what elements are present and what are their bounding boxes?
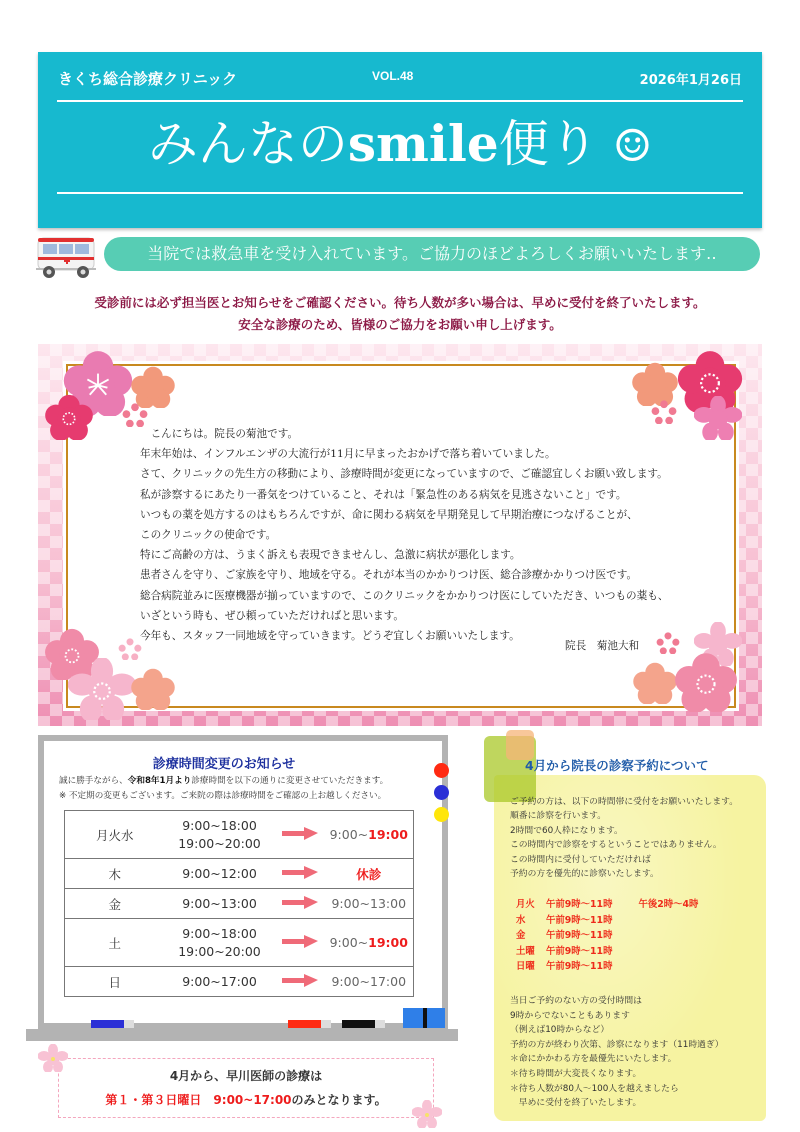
reservation-time-row — [516, 913, 698, 929]
eraser-band — [423, 1008, 427, 1028]
newsletter-title — [38, 108, 762, 183]
small-petals-icon — [118, 638, 142, 660]
new-hours: 9:00~ — [329, 935, 369, 950]
cherry-blossom-icon — [412, 1100, 442, 1128]
schedule-change-title: 診療時間変更のお知らせ — [152, 757, 296, 772]
reservation-line: 2時間で60人枠になります。 — [510, 825, 623, 836]
reservation-day: 土曜 — [516, 945, 535, 957]
old-hours-1: 9:00~17:00 — [182, 973, 257, 989]
volume-number: VOL.48 — [372, 69, 414, 83]
doctor-hayakawa-notice — [58, 1058, 434, 1118]
walkin-line: 9時からでないこともあります — [510, 1010, 630, 1021]
plum-blossom-icon — [674, 652, 738, 712]
walkin-line: ＊待ち時間が大変長くなります。 — [510, 1068, 642, 1079]
letter-line: 年末年始は、インフルエンザの大流行が11月に早まったおかげで落ち着いていました。 — [140, 448, 556, 461]
old-hours-cell — [165, 811, 275, 859]
title-suffix: 便り — [498, 115, 599, 173]
arrow-right-icon — [282, 827, 318, 839]
reservation-time-row — [516, 944, 698, 960]
title-smile: smile — [347, 114, 499, 173]
table-row — [65, 811, 414, 859]
reservation-pm: 午後2時～4時 — [638, 899, 699, 910]
marker-cap — [375, 1020, 385, 1028]
reservation-body — [510, 795, 738, 881]
old-hours-2: 19:00~20:00 — [178, 835, 261, 851]
old-hours-cell — [165, 919, 275, 967]
arrow-right-icon — [282, 935, 318, 947]
letter-line: 今年も、スタッフ一同地域を守っていきます。どうぞ宜しくお願いいたします。 — [140, 630, 520, 643]
walkin-line: 当日ご予約のない方の受付時間は — [510, 996, 642, 1006]
hayakawa-line-2 — [59, 1091, 433, 1108]
header-top-row — [58, 68, 742, 88]
old-hours-1: 9:00~18:00 — [182, 817, 257, 833]
small-petals-icon — [651, 400, 677, 424]
arrow-cell — [275, 967, 325, 997]
desc-effective-date: 令和8年1月より — [127, 776, 192, 786]
yellow-magnet-icon — [434, 807, 449, 822]
reservation-line: 順番に診察を行います。 — [510, 811, 607, 822]
walkin-line: 早めに受付を終了いたします。 — [510, 1098, 642, 1109]
issue-date: 2026年1月26日 — [639, 73, 742, 88]
old-hours-cell — [165, 889, 275, 919]
cherry-blossom-icon — [694, 396, 742, 440]
hayakawa-line-1: 4月から、早川医師の診療は — [169, 1069, 323, 1083]
reservation-title: 4月から院長の診察予約について — [525, 758, 709, 773]
letter-line: 総合病院並みに医療機器が揃っていますので、このクリニックをかかりつけ医にしていただき、いつもの薬も、 — [140, 589, 669, 602]
reservation-line: 予約の方を優先的に診察いたします。 — [510, 869, 659, 880]
table-row — [65, 859, 414, 889]
desc-note: ※ 不定期の変更もございます。ご来院の際は診療時間をご確認の上お越しください。 — [59, 791, 387, 801]
whiteboard-tray — [26, 1029, 458, 1041]
day-cell: 日 — [65, 967, 165, 997]
reservation-times — [516, 897, 698, 975]
closed-label: 休診 — [356, 866, 382, 882]
new-hours: 9:00~ — [329, 827, 369, 842]
letter-body — [140, 424, 668, 646]
ambulance-icon — [34, 236, 98, 280]
cherry-blossom-icon — [68, 658, 136, 720]
day-cell: 木 — [65, 859, 165, 889]
desc-suffix: 診療時間を以下の通りに変更させていただきます。 — [191, 776, 389, 786]
walkin-line: ＊命にかかわる方を最優先にいたします。 — [510, 1054, 677, 1065]
reservation-day: 日曜 — [516, 961, 535, 973]
letter-line: 特にご高齢の方は、うまく訴えも表現できませんし、急激に病状が悪化します。 — [140, 549, 521, 562]
new-hours-cell — [325, 859, 414, 889]
table-row — [65, 967, 414, 997]
schedule-change-description — [59, 774, 388, 804]
marker-cap — [321, 1020, 331, 1028]
reservation-time-row — [516, 897, 698, 913]
reservation-am: 午前9時～11時 — [546, 930, 613, 942]
new-hours-emphasis: 19:00 — [368, 827, 408, 842]
day-cell: 月火水 — [95, 827, 134, 843]
reservation-line: この時間内で診察をするということではありません。 — [510, 840, 722, 851]
red-magnet-icon — [434, 763, 449, 778]
arrow-cell — [275, 889, 325, 919]
old-hours-2: 19:00~20:00 — [178, 943, 261, 959]
walkin-line: （例えば10時からなど） — [510, 1025, 610, 1036]
reservation-am: 午前9時～11時 — [546, 914, 613, 926]
plum-blossom-icon — [130, 668, 176, 710]
day-cell: 土 — [65, 919, 165, 967]
plum-blossom-icon — [130, 366, 176, 408]
clinic-name: きくち総合診療クリニック — [58, 70, 238, 88]
table-row — [65, 889, 414, 919]
reservation-am: 午前9時～11時 — [546, 899, 613, 910]
title-prefix: みんなの — [147, 115, 348, 173]
walkin-info — [510, 994, 724, 1111]
letter-line: さて、クリニックの先生方の移動により、診療時間が変更になっていますので、ご確認宜しくお願い致します。 — [140, 468, 668, 481]
header-divider-top — [57, 100, 743, 102]
new-hours-cell: 9:00~13:00 — [325, 889, 414, 919]
arrow-cell — [275, 811, 325, 859]
desc-prefix: 誠に勝手ながら、 — [59, 776, 128, 786]
black-marker-icon — [342, 1020, 375, 1028]
plum-blossom-icon — [44, 394, 94, 440]
reservation-line: この時間内に受付していただければ — [510, 854, 651, 865]
letter-line: 私が診察するにあたり一番気をつけていること、それは「緊急性のある病気を見逃さないこと」です。 — [140, 488, 627, 501]
hayakawa-schedule: 第１・第３日曜日 9:00~17:00 — [105, 1093, 292, 1107]
reservation-line: ご予約の方は、以下の時間帯に受付をお願いいたします。 — [510, 797, 739, 807]
old-hours-1: 9:00~13:00 — [182, 895, 257, 911]
new-hours-cell — [325, 811, 414, 859]
letter-line: いざという時も、ぜひ頼っていただければと思います。 — [140, 609, 404, 622]
old-hours-1: 9:00~12:00 — [182, 865, 257, 881]
warning-line-1: 受診前には必ず担当医とお知らせをご確認ください。待ち人数が多い場合は、早めに受付を終了いたします。 — [94, 295, 706, 310]
marker-cap — [124, 1020, 134, 1028]
letter-line: このクリニックの使命です。 — [140, 529, 277, 542]
day-cell: 金 — [65, 889, 165, 919]
walkin-line: 予約の方が終わり次第、診察になります（11時過ぎ） — [510, 1039, 724, 1050]
reservation-day: 水 — [516, 914, 526, 926]
plum-blossom-icon — [632, 662, 678, 704]
arrow-right-icon — [282, 896, 318, 908]
reservation-time-row — [516, 928, 698, 944]
cherry-blossom-icon — [38, 1044, 68, 1072]
reservation-day: 月火 — [516, 899, 535, 910]
table-row — [65, 919, 414, 967]
arrow-right-icon — [282, 974, 318, 986]
warning-line-2: 安全な診療のため、皆様のご協力をお願い申し上げます。 — [238, 317, 562, 332]
letter-signature: 院長 菊池大和 — [565, 640, 640, 652]
old-hours-1: 9:00~18:00 — [182, 925, 257, 941]
letter-line: こんにちは。院長の菊池です。 — [140, 428, 299, 440]
old-hours-cell — [165, 859, 275, 889]
arrow-cell — [275, 919, 325, 967]
reservation-time-row — [516, 959, 698, 975]
ambulance-notice-banner: 当院では救急車を受け入れています。ご協力のほどよろしくお願いいたします‥ — [104, 237, 760, 271]
confirmation-warning — [0, 292, 800, 336]
newsletter-header — [38, 52, 762, 228]
smiley-icon: ☺ — [612, 121, 653, 172]
new-hours-emphasis: 19:00 — [368, 935, 408, 950]
blue-magnet-icon — [434, 785, 449, 800]
arrow-cell — [275, 859, 325, 889]
letter-line: いつもの薬を処方するのはもちろんですが、命に関わる病気を早期発見して早期治療につなげることが、 — [140, 508, 638, 521]
arrow-right-icon — [282, 866, 318, 878]
letter-line: 患者さんを守り、ご家族を守り、地域を守る。それが本当のかかりつけ医、総合診療かかりつけ医です。 — [140, 569, 638, 582]
walkin-line: ＊待ち人数が80人～100人を越えましたら — [510, 1083, 679, 1094]
blue-marker-icon — [91, 1020, 124, 1028]
reservation-am: 午前9時～11時 — [546, 945, 613, 957]
reservation-day: 金 — [516, 930, 526, 942]
new-hours-cell: 9:00~17:00 — [325, 967, 414, 997]
reservation-am: 午前9時～11時 — [546, 961, 613, 973]
schedule-table — [64, 810, 414, 997]
new-hours-cell — [325, 919, 414, 967]
header-divider-bottom — [57, 192, 743, 194]
red-marker-icon — [288, 1020, 321, 1028]
old-hours-cell — [165, 967, 275, 997]
hayakawa-suffix: のみとなります。 — [291, 1093, 387, 1107]
